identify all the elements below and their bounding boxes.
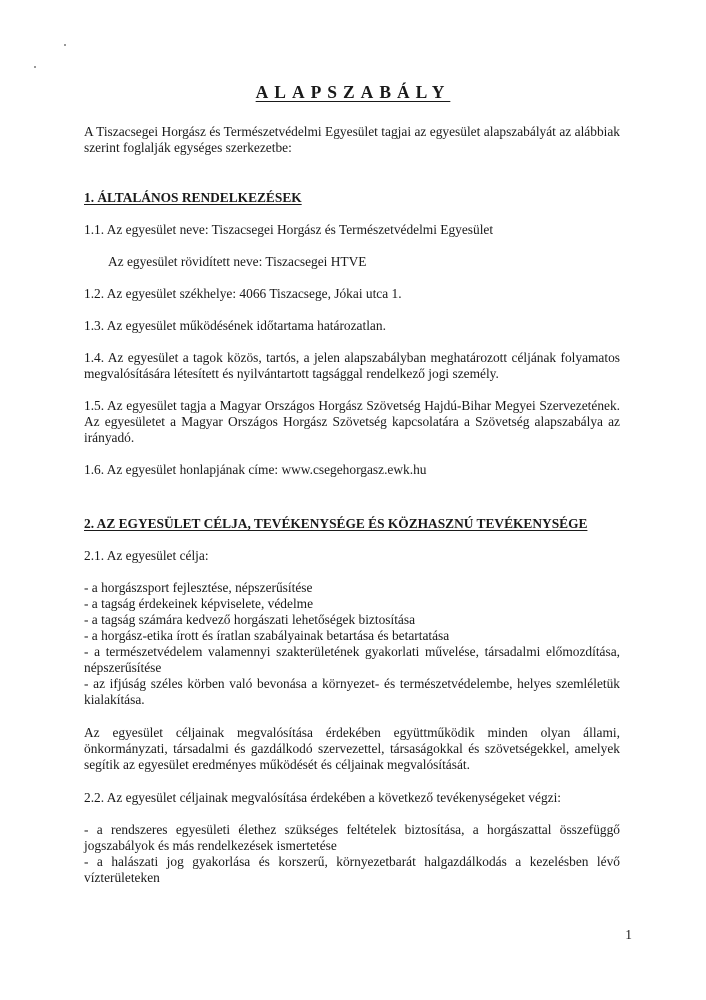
section-2-heading: 2. AZ EGYESÜLET CÉLJA, TEVÉKENYSÉGE ÉS KÖZHASZNÚ TEVÉKENYSÉGE — [84, 516, 588, 531]
list-item: - a tagság számára kedvező horgászati lehetőségek biztosítása — [84, 612, 416, 627]
list-item: - a horgászsport fejlesztése, népszerűsítése — [84, 580, 313, 595]
list-item: - az ifjúság széles körben való bevonása a környezet- és természetvédelembe, helyes szemléletük kialakítása. — [84, 676, 620, 707]
paragraph-2-2: 2.2. Az egyesület céljainak megvalósítása érdekében a következő tevékenységeket végzi: — [84, 790, 562, 805]
paragraph-1-1-short-name: Az egyesület rövidített neve: Tiszacsegei HTVE — [108, 254, 367, 269]
list-item: - a természetvédelem valamennyi szakterületének gyakorlati művelése, társadalmi előmozdítása, népszerűsítése — [84, 644, 620, 675]
page-number: 1 — [625, 927, 632, 942]
list-item: - a halászati jog gyakorlása és korszerű, környezetbarát halgazdálkodás a kezelésben lévő vízterületeken — [84, 854, 620, 885]
scan-speck — [64, 44, 66, 46]
intro-paragraph: A Tiszacsegei Horgász és Természetvédelmi Egyesület tagjai az egyesület alapszabályát az alábbiak szerint foglalják egységes szerkezetbe: — [84, 124, 620, 155]
paragraph-1-1: 1.1. Az egyesület neve: Tiszacsegei Horgász és Természetvédelmi Egyesület — [84, 222, 494, 237]
goals-list — [84, 580, 620, 708]
section-1-heading: 1. ÁLTALÁNOS RENDELKEZÉSEK — [84, 190, 302, 205]
list-item: - a horgász-etika írott és íratlan szabályainak betartása és betartatása — [84, 628, 450, 643]
paragraph-2-1: 2.1. Az egyesület célja: — [84, 548, 209, 563]
list-item: - a tagság érdekeinek képviselete, védelme — [84, 596, 314, 611]
activities-list — [84, 822, 620, 886]
paragraph-1-6: 1.6. Az egyesület honlapjának címe: www.csegehorgasz.ewk.hu — [84, 462, 427, 477]
scan-speck — [34, 66, 36, 68]
cooperation-paragraph: Az egyesület céljainak megvalósítása érdekében együttműködik minden olyan állami, önkormányzati, társadalmi és gazdálkodó szervezettel, társaságokkal és szövetségekkel, amelyek segítik az egyesület eredményes működését és céljainak megvalósítását. — [84, 725, 620, 772]
paragraph-1-3: 1.3. Az egyesület működésének időtartama határozatlan. — [84, 318, 386, 333]
paragraph-1-4: 1.4. Az egyesület a tagok közös, tartós, a jelen alapszabályban meghatározott céljának folyamatos megvalósítására létesített és nyilvántartott tagsággal rendelkező jogi személy. — [84, 350, 620, 381]
list-item: - a rendszeres egyesületi élethez szükséges feltételek biztosítása, a horgászattal összefüggő jogszabályok és más rendelkezések ismertetése — [84, 822, 620, 853]
paragraph-1-5: 1.5. Az egyesület tagja a Magyar Országos Horgász Szövetség Hajdú-Bihar Megyei Szervezetének. Az egyesületet a Magyar Országos Horgász Szövetség kapcsolatára a Szövetség alapszabálya az irányadó. — [84, 398, 620, 445]
paragraph-1-2: 1.2. Az egyesület székhelye: 4066 Tiszacsege, Jókai utca 1. — [84, 286, 402, 301]
document-title: ALAPSZABÁLY — [255, 82, 451, 102]
